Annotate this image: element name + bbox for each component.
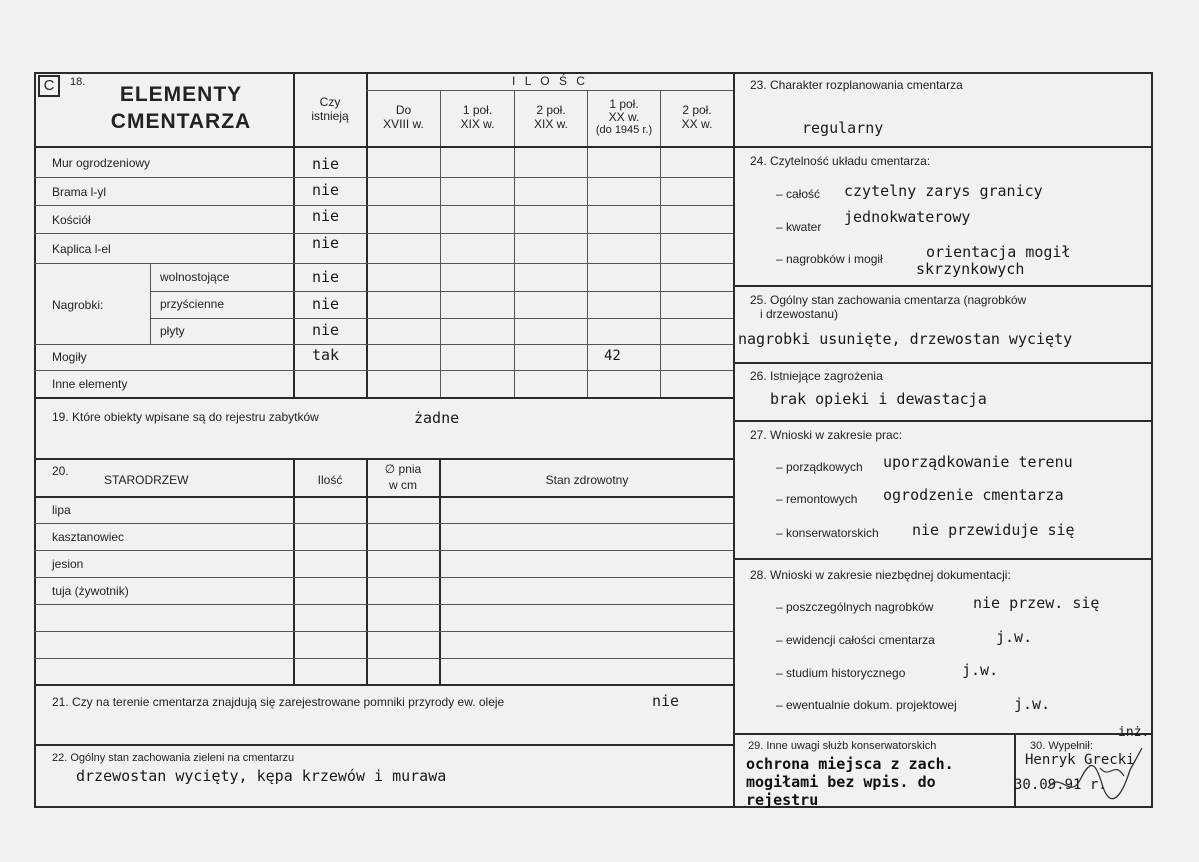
element-exists-value: tak: [312, 346, 340, 364]
element-row-label: Mur ogrodzeniowy: [52, 156, 151, 170]
documentation-item-value: j.w.: [996, 628, 1033, 646]
element-row-label: Brama l-yl: [52, 185, 107, 199]
period-line1: 1 poł.: [462, 103, 493, 117]
section-22-value: drzewostan wycięty, kępa krzewów i murawa: [76, 767, 447, 785]
graves-count-value: 42: [604, 348, 621, 364]
column-diameter-header-l1: ∅ pnia: [384, 462, 422, 476]
documentation-item-label: – ewentualnie dokum. projektowej: [776, 698, 957, 712]
section-25-value: nagrobki usunięte, drzewostan wycięty: [738, 330, 1073, 348]
legibility-item-label: – kwater: [776, 220, 822, 234]
section-26-value: brak opieki i dewastacja: [770, 390, 987, 408]
section-27-label: 27. Wnioski w zakresie prac:: [750, 428, 903, 442]
section-26-label: 26. Istniejące zagrożenia: [750, 369, 883, 383]
section-23-label: 23. Charakter rozplanowania cmentarza: [750, 78, 963, 92]
element-row-label: wolnostojące: [160, 270, 230, 284]
section-20-title: STARODRZEW: [104, 473, 189, 487]
filled-date: 30.09.91 r.: [1014, 777, 1107, 793]
period-line1: Do: [395, 103, 412, 117]
element-row-label: płyty: [160, 324, 185, 338]
period-line2: XX w.: [608, 110, 640, 124]
section-29-line2: mogiłami bez wpis. do: [746, 773, 936, 791]
documentation-item-value: nie przew. się: [973, 594, 1100, 612]
legibility-item-value: orientacja mogił: [926, 243, 1071, 261]
element-row-label: Inne elementy: [52, 377, 128, 391]
element-exists-value: nie: [312, 181, 340, 199]
documentation-item-label: – studium historycznego: [776, 666, 906, 680]
legibility-item-value: jednokwaterowy: [844, 208, 971, 226]
column-count-header: Ilość: [317, 473, 343, 487]
element-exists-value: nie: [312, 155, 340, 173]
documentation-item-label: – poszczególnych nagrobków: [776, 600, 934, 614]
section-21-label: 21. Czy na terenie cmentarza znajdują się zarejestrowane pomniki przyrody ew. oleje: [52, 695, 505, 709]
section-22-label: 22. Ogólny stan zachowania zieleni na cmentarzu: [52, 752, 295, 764]
element-row-label: Mogiły: [52, 350, 87, 364]
element-exists-value: nie: [312, 295, 340, 313]
documentation-item-value: j.w.: [962, 661, 999, 679]
work-item-value: uporządkowanie terenu: [883, 453, 1073, 471]
section-24-label: 24. Czytelność układu cmentarza:: [750, 154, 931, 168]
legibility-item-value-line2: skrzynkowych: [916, 260, 1025, 278]
signature: [1040, 740, 1150, 806]
period-line2: XIX w.: [533, 117, 568, 131]
tree-row-label: jesion: [52, 557, 84, 571]
work-item-label: – konserwatorskich: [776, 526, 879, 540]
element-exists-value: nie: [312, 207, 340, 225]
work-item-value: nie przewiduje się: [912, 521, 1075, 539]
period-line1: 1 poł.: [609, 97, 639, 111]
documentation-item-value: j.w.: [1014, 695, 1051, 713]
form-code-box: C: [38, 75, 60, 97]
section-29-label: 29. Inne uwagi służb konserwatorskich: [748, 740, 937, 752]
column-quantity-header: I L O Ś C: [512, 74, 588, 88]
period-line1: 2 poł.: [536, 103, 566, 117]
section-25-label-line2: i drzewostanu): [760, 307, 839, 321]
element-exists-value: nie: [312, 234, 340, 252]
tree-row-label: lipa: [52, 503, 71, 517]
nagrobki-label: Nagrobki:: [52, 298, 104, 312]
documentation-item-label: – ewidencji całości cmentarza: [776, 633, 935, 647]
work-item-value: ogrodzenie cmentarza: [883, 486, 1064, 504]
section-29-line3: rejestru: [746, 791, 819, 809]
column-health-header: Stan zdrowotny: [545, 473, 629, 487]
work-item-label: – porządkowych: [776, 460, 863, 474]
column-exists-header-l1: Czy: [319, 95, 341, 109]
filled-by-title: inż.: [1118, 725, 1150, 740]
section-29-line1: ochrona miejsca z zach.: [746, 755, 954, 773]
filled-by-name: Henryk Grecki: [1025, 752, 1135, 768]
section-30-label: 30. Wypełnił:: [1030, 740, 1093, 752]
legibility-item-value: czytelny zarys granicy: [844, 182, 1043, 200]
legibility-item-label: – całość: [776, 187, 821, 201]
element-row-label: Kościół: [52, 213, 91, 227]
section-28-label: 28. Wnioski w zakresie niezbędnej dokumentacji:: [750, 568, 1011, 582]
section-18-title-line1: ELEMENTY: [119, 83, 243, 106]
element-exists-value: nie: [312, 321, 340, 339]
section-18-number: 18.: [70, 76, 86, 88]
section-18-title-line2: CMENTARZA: [110, 110, 252, 133]
period-line2: XVIII w.: [383, 117, 424, 131]
period-line3: (do 1945 r.): [595, 124, 653, 136]
section-25-label-line1: 25. Ogólny stan zachowania cmentarza (nagrobków: [750, 293, 1027, 307]
element-row-label: Kaplica l-el: [52, 242, 111, 256]
section-19-value: żadne: [414, 409, 460, 427]
column-diameter-header-l2: w cm: [389, 478, 417, 492]
section-21-value: nie: [652, 692, 680, 710]
column-exists-header-l2: istnieją: [311, 109, 349, 123]
work-item-label: – remontowych: [776, 492, 858, 506]
tree-row-label: tuja (żywotnik): [52, 584, 129, 598]
section-19-label: 19. Które obiekty wpisane są do rejestru zabytków: [52, 410, 319, 424]
section-23-value: regularny: [802, 119, 884, 137]
section-20-number: 20.: [52, 464, 69, 478]
period-line2: XX w.: [681, 117, 713, 131]
legibility-item-label: – nagrobków i mogił: [776, 252, 883, 266]
element-row-label: przyścienne: [160, 297, 225, 311]
tree-row-label: kasztanowiec: [52, 530, 125, 544]
element-exists-value: nie: [312, 268, 340, 286]
period-line1: 2 poł.: [682, 103, 712, 117]
period-line2: XIX w.: [460, 117, 495, 131]
